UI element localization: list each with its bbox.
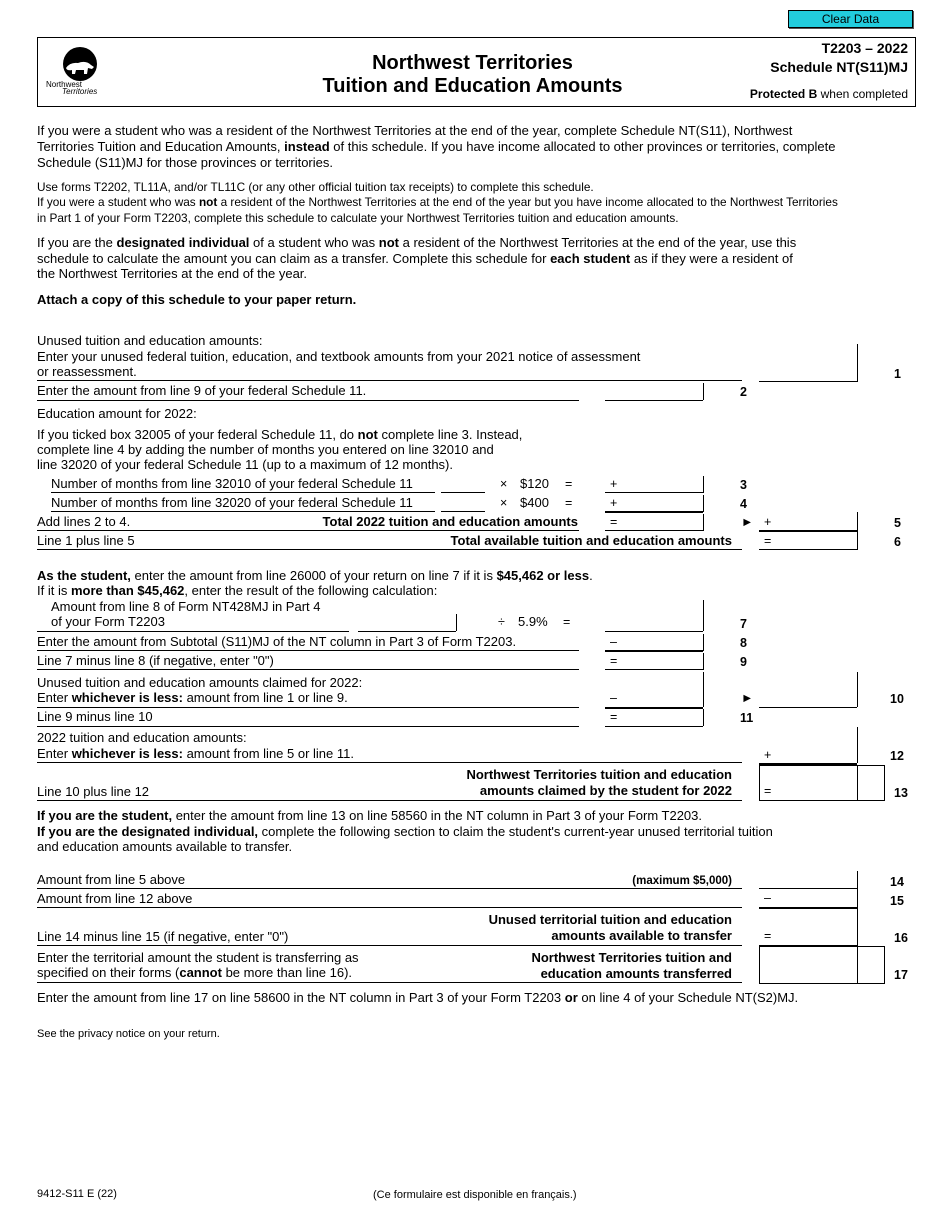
- education-heading: Education amount for 2022:: [37, 406, 197, 421]
- line7-text-b: of your Form T2203: [51, 614, 165, 629]
- line14-input[interactable]: [759, 872, 857, 888]
- post1-post: enter the amount from line 13 on line 58560 in the NT column in Part 3 of your Form T2203.: [172, 808, 702, 823]
- line17-text-b: [37, 965, 352, 980]
- polar-bear-logo-icon: [58, 46, 104, 84]
- line17-input[interactable]: [762, 964, 857, 980]
- student-text-2: [37, 583, 437, 598]
- intro-p2c: in Part 1 of your Form T2203, complete this schedule to calculate your Northwest Territories tuition and education amounts.: [37, 211, 679, 225]
- line-number-10: 10: [890, 692, 904, 706]
- logo-text-territories: Territories: [62, 87, 98, 96]
- intro-p3a-post: a resident of the Northwest Territories at the end of the year, use this: [399, 235, 797, 250]
- intro-p1b: [37, 139, 835, 154]
- line10-arrow-icon: ►: [741, 691, 754, 705]
- line4-equals: =: [565, 496, 573, 510]
- when-completed: when completed: [820, 87, 908, 101]
- line14-text-left: Amount from line 5 above: [37, 872, 186, 887]
- st2-post: , enter the result of the following calculation:: [184, 583, 438, 598]
- line8-minus: –: [610, 635, 617, 649]
- line7-text-a: Amount from line 8 of Form NT428MJ in Part 4: [51, 599, 321, 614]
- line-number-1: 1: [894, 367, 901, 381]
- line10-input[interactable]: [759, 690, 857, 706]
- st1-bold2: $45,462 or less: [496, 568, 590, 583]
- line7-divide: ÷: [498, 615, 505, 629]
- line3-months-input[interactable]: [441, 476, 485, 492]
- line-number-4: 4: [740, 497, 747, 511]
- line-number-3: 3: [740, 478, 747, 492]
- line1-text-b: Enter your unused federal tuition, education, and textbook amounts from your 2021 notice of assessment: [37, 349, 641, 364]
- line4-months-input[interactable]: [441, 495, 485, 511]
- final-instruction: [37, 990, 798, 1005]
- l10b-pre: Enter: [37, 690, 72, 705]
- post-text-3: and education amounts available to transfer.: [37, 839, 293, 854]
- st1-post: .: [589, 568, 593, 583]
- clear-data-button[interactable]: Clear Data: [788, 10, 913, 28]
- line9-input[interactable]: [620, 653, 703, 669]
- line7-equals: =: [563, 615, 571, 629]
- line12-input[interactable]: [775, 746, 857, 762]
- line4-times: ×: [500, 496, 508, 510]
- post-text-1: [37, 808, 702, 823]
- intro-p1b-pre: Territories Tuition and Education Amounts,: [37, 139, 285, 154]
- line-number-2: 2: [740, 385, 747, 399]
- st1-mid: enter the amount from line 26000 of your return on line 7 if it is: [130, 568, 497, 583]
- line5-input[interactable]: [775, 514, 857, 530]
- line16-equals: =: [764, 929, 772, 943]
- line6-text-right: Total available tuition and education amounts: [450, 533, 732, 548]
- intro-p3a-bold: designated individual: [116, 235, 250, 250]
- line5-subtotal-input[interactable]: [615, 514, 703, 530]
- line6-equals: =: [764, 534, 772, 548]
- line13-text-right-1: Northwest Territories tuition and education: [466, 767, 732, 782]
- line-number-5: 5: [894, 516, 901, 530]
- privacy-notice: See the privacy notice on your return.: [37, 1028, 220, 1040]
- line16-text-right-1: Unused territorial tuition and education: [488, 912, 732, 927]
- line13-equals: =: [764, 784, 772, 798]
- intro-p3b: [37, 251, 793, 266]
- st1-bold: As the student,: [37, 568, 131, 583]
- post2-bold: If you are the designated individual,: [37, 824, 259, 839]
- intro-p3a: [37, 235, 796, 250]
- intro-p2b: [37, 195, 838, 210]
- line8-text: Enter the amount from Subtotal (S11)MJ of the NT column in Part 3 of Form T2203.: [37, 634, 517, 649]
- line-number-6: 6: [894, 535, 901, 549]
- l17b-pre: specified on their forms (: [37, 965, 180, 980]
- intro-p1b-post: of this schedule. If you have income allocated to other provinces or territories, complete: [329, 139, 836, 154]
- line-number-16: 16: [894, 931, 908, 945]
- st2-bold: more than $45,462: [70, 583, 185, 598]
- line17-text-a: Enter the territorial amount the student is transferring as: [37, 950, 359, 965]
- line4-input[interactable]: [615, 495, 703, 511]
- line7-input[interactable]: [605, 614, 703, 630]
- attach-instruction: Attach a copy of this schedule to your paper return.: [37, 292, 357, 307]
- intro-p3b-pre: schedule to calculate the amount you can claim as a transfer. Complete this schedule for: [37, 251, 551, 266]
- line3-text: Number of months from line 32010 of your federal Schedule 11: [51, 476, 413, 491]
- intro-p3a-bold2: not: [378, 235, 399, 250]
- intro-p2b-pre: If you were a student who was: [37, 195, 199, 209]
- line6-input[interactable]: [775, 533, 857, 549]
- line16-text-left: Line 14 minus line 15 (if negative, enter "0"): [37, 929, 289, 944]
- line4-plus: +: [610, 496, 618, 510]
- intro-p1a: If you were a student who was a resident of the Northwest Territories at the end of the year, complete Schedule NT(S11), Northwest: [37, 123, 793, 138]
- line8-input[interactable]: [620, 634, 703, 650]
- intro-p2a: Use forms T2202, TL11A, and/or TL11C (or any other official tuition tax receipts) to complete this schedule.: [37, 180, 594, 194]
- final-bold: or: [564, 990, 578, 1005]
- line11-equals: =: [610, 710, 618, 724]
- line16-input[interactable]: [775, 928, 857, 944]
- l12b-pre: Enter: [37, 746, 72, 761]
- post-text-2: [37, 824, 773, 839]
- post1-bold: If you are the student,: [37, 808, 173, 823]
- final-pre: Enter the amount from line 17 on line 58600 in the NT column in Part 3 of your Form T2203: [37, 990, 565, 1005]
- line5-text-left: Add lines 2 to 4.: [37, 514, 131, 529]
- line17-text-right-2: education amounts transferred: [540, 966, 732, 981]
- form-id: T2203 – 2022: [821, 40, 908, 56]
- line3-equals: =: [565, 477, 573, 491]
- line1-text-c: or reassessment.: [37, 364, 137, 379]
- line10-text-b: [37, 690, 348, 705]
- line1-text-a: Unused tuition and education amounts:: [37, 333, 263, 348]
- edu2-bold: not: [357, 427, 378, 442]
- line-number-11: 11: [740, 711, 754, 725]
- final-post: on line 4 of your Schedule NT(S2)MJ.: [577, 990, 799, 1005]
- student-text-1: [37, 568, 593, 583]
- st2-pre: If it is: [37, 583, 71, 598]
- line12-text-a: 2022 tuition and education amounts:: [37, 730, 247, 745]
- line5-equals: =: [610, 515, 618, 529]
- line-number-14: 14: [890, 875, 904, 889]
- edu2-pre: If you ticked box 32005 of your federal Schedule 11, do: [37, 427, 358, 442]
- line9-equals: =: [610, 654, 618, 668]
- line5-arrow-icon: ►: [741, 515, 754, 529]
- intro-p1c: Schedule (S11)MJ for those provinces or territories.: [37, 155, 333, 170]
- line13-text-right-2: amounts claimed by the student for 2022: [479, 783, 732, 798]
- line14-text-right: (maximum $5,000): [632, 875, 732, 887]
- l17b-post: be more than line 16).: [221, 965, 353, 980]
- page-subtitle: Tuition and Education Amounts: [322, 75, 623, 97]
- education-text-2: complete line 4 by adding the number of months you entered on line 32010 and: [37, 442, 494, 457]
- line-number-9: 9: [740, 655, 747, 669]
- form-code: 9412-S11 E (22): [37, 1188, 117, 1200]
- line6-text-left: Line 1 plus line 5: [37, 533, 135, 548]
- intro-p3b-post: as if they were a resident of: [630, 251, 793, 266]
- line11-input[interactable]: [620, 709, 703, 725]
- l17b-bold: cannot: [179, 965, 222, 980]
- post2-post: complete the following section to claim the student's current-year unused territorial tuition: [258, 824, 773, 839]
- l10b-bold: whichever is less:: [71, 690, 183, 705]
- page-title: Northwest Territories: [372, 52, 573, 74]
- intro-p3a-pre: If you are the: [37, 235, 117, 250]
- line5-text-right: Total 2022 tuition and education amounts: [322, 514, 578, 529]
- line4-text: Number of months from line 32020 of your federal Schedule 11: [51, 495, 413, 510]
- protected-label: [700, 87, 908, 102]
- line5-plus: +: [764, 515, 772, 529]
- line11-text: Line 9 minus line 10: [37, 709, 153, 724]
- line7-amount-input[interactable]: [358, 614, 456, 630]
- line3-input[interactable]: [615, 476, 703, 492]
- education-text-3: line 32020 of your federal Schedule 11 (up to a maximum of 12 months).: [37, 457, 453, 472]
- schedule-id: Schedule NT(S11)MJ: [770, 59, 908, 75]
- edu2-post: complete line 3. Instead,: [377, 427, 523, 442]
- protected-b: Protected B: [749, 87, 818, 101]
- line12-text-b: [37, 746, 354, 761]
- line3-rate: $120: [520, 476, 549, 491]
- line1-input[interactable]: [759, 364, 857, 380]
- line-number-15: 15: [890, 894, 904, 908]
- line3-times: ×: [500, 477, 508, 491]
- line7-rate: 5.9%: [518, 614, 548, 629]
- l12b-post: amount from line 5 or line 11.: [182, 746, 354, 761]
- line12-plus: +: [764, 748, 772, 762]
- line10-text-a: Unused tuition and education amounts claimed for 2022:: [37, 675, 363, 690]
- line-number-13: 13: [894, 786, 908, 800]
- line17-text-right-1: Northwest Territories tuition and: [531, 950, 732, 965]
- logo-text-northwest: Northwest: [46, 80, 83, 89]
- l10b-post: amount from line 1 or line 9.: [182, 690, 348, 705]
- french-availability: (Ce formulaire est disponible en français.): [373, 1189, 577, 1201]
- line3-plus: +: [610, 477, 618, 491]
- line-number-7: 7: [740, 617, 747, 631]
- intro-p3a-mid: of a student who was: [249, 235, 379, 250]
- line9-text: Line 7 minus line 8 (if negative, enter "0"): [37, 653, 274, 668]
- line16-text-right-2: amounts available to transfer: [551, 928, 732, 943]
- line13-input[interactable]: [775, 782, 857, 798]
- intro-p3c: the Northwest Territories at the end of the year.: [37, 266, 308, 281]
- line-number-8: 8: [740, 636, 747, 650]
- line15-text-left: Amount from line 12 above: [37, 891, 193, 906]
- intro-p3b-bold: each student: [550, 251, 631, 266]
- line2-input[interactable]: [605, 383, 703, 399]
- l12b-bold: whichever is less:: [71, 746, 183, 761]
- line10-amount-input[interactable]: [620, 690, 703, 706]
- line13-text-left: Line 10 plus line 12: [37, 784, 150, 799]
- line-number-12: 12: [890, 749, 904, 763]
- education-text-1: [37, 427, 522, 442]
- intro-p2b-bold: not: [198, 195, 218, 209]
- intro-p1b-bold: instead: [284, 139, 330, 154]
- intro-p2b-post: a resident of the Northwest Territories at the end of the year but you have income allocated to the Northwest Territories: [217, 195, 838, 209]
- line15-input[interactable]: [775, 891, 857, 907]
- line4-rate: $400: [520, 495, 549, 510]
- line2-text: Enter the amount from line 9 of your federal Schedule 11.: [37, 383, 367, 398]
- line-number-17: 17: [894, 968, 908, 982]
- line15-minus: –: [764, 891, 771, 905]
- line10-minus: –: [610, 691, 617, 705]
